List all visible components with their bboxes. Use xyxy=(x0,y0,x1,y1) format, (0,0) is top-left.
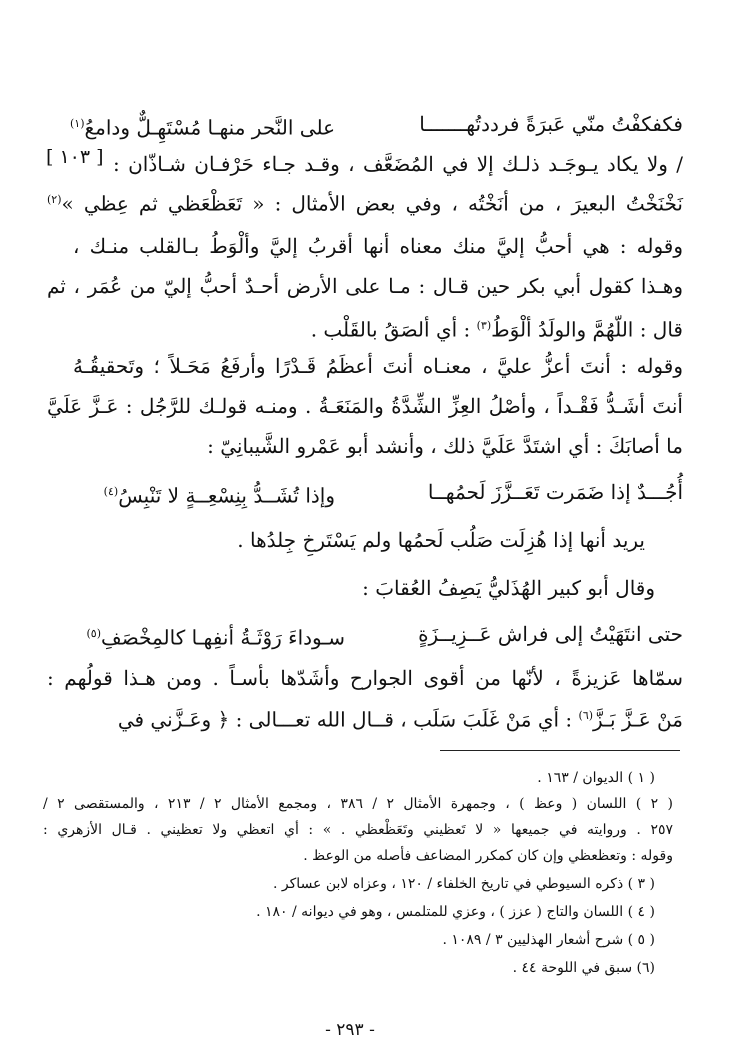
footnote-2-line-2: ٢٥٧ . وروايته في جميعها « لا تَعظيني وتَعَظْعظي . » : أي اتعظي ولا تعظيني . قـال الأزهري : xyxy=(43,822,673,838)
verse-2-first-hemistich: أُجُـــدٌ إذا ضَمَرت تَعَــزَّزَ لَحمُهــا xyxy=(427,480,683,504)
footnote-marker-1: (١) xyxy=(69,117,85,130)
text-line-9: ما أصابَكَ : أي اشتَدَّ عَلَيَّ ذلك ، وأنشد أبو عَمْرو الشَّيبانِيّ : xyxy=(207,434,683,458)
footnote-marker-6: (٦) xyxy=(578,709,594,722)
footnote-2-line-1: ( ٢ ) اللسان ( وعظ ) ، وجمهرة الأمثال ٢ / ٣٨٦ ، ومجمع الأمثال ٢ / ٢١٣ ، والمستقصى ٢ / xyxy=(43,796,673,812)
text-line-15: مَنْ عَـزَّ بَـزَّ$^{(٦)}$ : أي مَنْ غَلَبَ سَلَب ، قــال الله تعـــالى : ﴿ وعَـزَّني في xyxy=(117,707,683,732)
text-line-12: وقال أبو كبير الهُذَليُّ يَصِفُ العُقابَ : xyxy=(362,576,655,600)
footnote-4: ( ٤ ) اللسان والتاج ( عزز ) ، وعزي للمتلمس ، وهو في ديوانه / ١٨٠ . xyxy=(256,904,655,920)
footnote-2-line-3: وقوله : وتعظعظي وإن كان كمكرر المضاعف فأصله من الوعظ . xyxy=(303,848,673,864)
verse-2-second-hemistich: وإذا تُشَــدُّ بِنِسْعِــةٍ لا تَنْبِسُ$^{(٤)}$ xyxy=(103,483,335,508)
verse-3-first-hemistich: حتى انتَهَيْتُ إلى فراش عَــزِيــزَةٍ xyxy=(418,622,683,646)
footnote-marker-5: (٥) xyxy=(86,627,101,640)
footnote-separator xyxy=(440,750,680,751)
text-line-14: سمّاها عَزيزةً ، لأنّها من أقوى الجوارح وأشَدّها بأسـاً . ومن هـذا قولُهم : xyxy=(47,666,683,690)
verse-1-first-hemistich: فكفكفْتُ منّي عَبرَةً فرددتُهـــــــا xyxy=(419,112,683,136)
text-line-4: وقوله : هي أحبُّ إليَّ منك معناه أنها أقربُ إليَّ وألْوَطُ بـالقلب منـك ، xyxy=(73,234,683,258)
footnote-5: ( ٥ ) شرح أشعار الهذليين ٣ / ١٠٨٩ . xyxy=(442,932,655,948)
text-line-11: يريد أنها إذا هُزِلَت صَلُب لَحمُها ولم يَسْتَرخِ جِلدُها . xyxy=(237,528,645,552)
verse-3-second-hemistich: سـوداءَ رَوْثَـةُ أنفِهـا كالمِخْصَفِ$^{(٥)}$ xyxy=(86,625,345,650)
text-line-8: أنتَ أشَـدُّ فَقْـداً ، وأصْلُ العِزِّ الشِّدَّةُ والمَنَعَـةُ . ومنـه قولـك للرَّجُل : عَـزَّ عَلَيَّ xyxy=(47,394,683,418)
text-line-6: قال : اللّهُمَّ والولَدُ ألْوَطُ$^{(٣)}$ : أي ألصَقُ بالقَلْب . xyxy=(310,317,683,342)
footnote-1: ( ١ ) الديوان / ١٦٣ . xyxy=(537,770,655,786)
footnote-6: (٦) سبق في اللوحة ٤٤ . xyxy=(512,960,655,976)
footnote-marker-4: (٤) xyxy=(103,485,119,498)
footnote-marker-2: (٢) xyxy=(47,193,62,206)
text-line-5: وهـذا كقول أبي بكر حين قـال : مـا على الأرض أحـدٌ أحبُّ إليّ من عُمَر ، ثم xyxy=(47,274,683,298)
text-line-3: نَخْنَخْتُ البعيرَ ، من أنَخْتُه ، وفي بعض الأمثال : « تَعَظْعَظي ثم عِظي »$^{(٢)}$ xyxy=(47,191,683,216)
verse-1-second-hemistich: على النَّحر منهـا مُسْتَهِـلٌّ ودامعُ$^{(١)}$ xyxy=(69,115,335,140)
footnote-3: ( ٣ ) ذكره السيوطي في تاريخ الخلفاء / ١٢٠ ، وعزاه لابن عساكر . xyxy=(273,876,655,892)
text-line-2: / ولا يكاد يـوجَـد ذلـك إلا في المُضَعَّف ، وقـد جـاء حَرْفـان شـاذّان : xyxy=(113,152,683,176)
footnote-marker-3: (٣) xyxy=(476,319,492,332)
text-line-7: وقوله : أنتَ أعزُّ عليَّ ، معنـاه أنتَ أعظَمُ قَـدْرًا وأرفَعُ مَحَـلاً ؛ وتَحقيقُـهُ xyxy=(73,354,683,378)
page-number: - ٢٩٣ - xyxy=(325,1020,375,1040)
margin-folio-reference: [ ١٠٣ ] xyxy=(46,146,104,168)
